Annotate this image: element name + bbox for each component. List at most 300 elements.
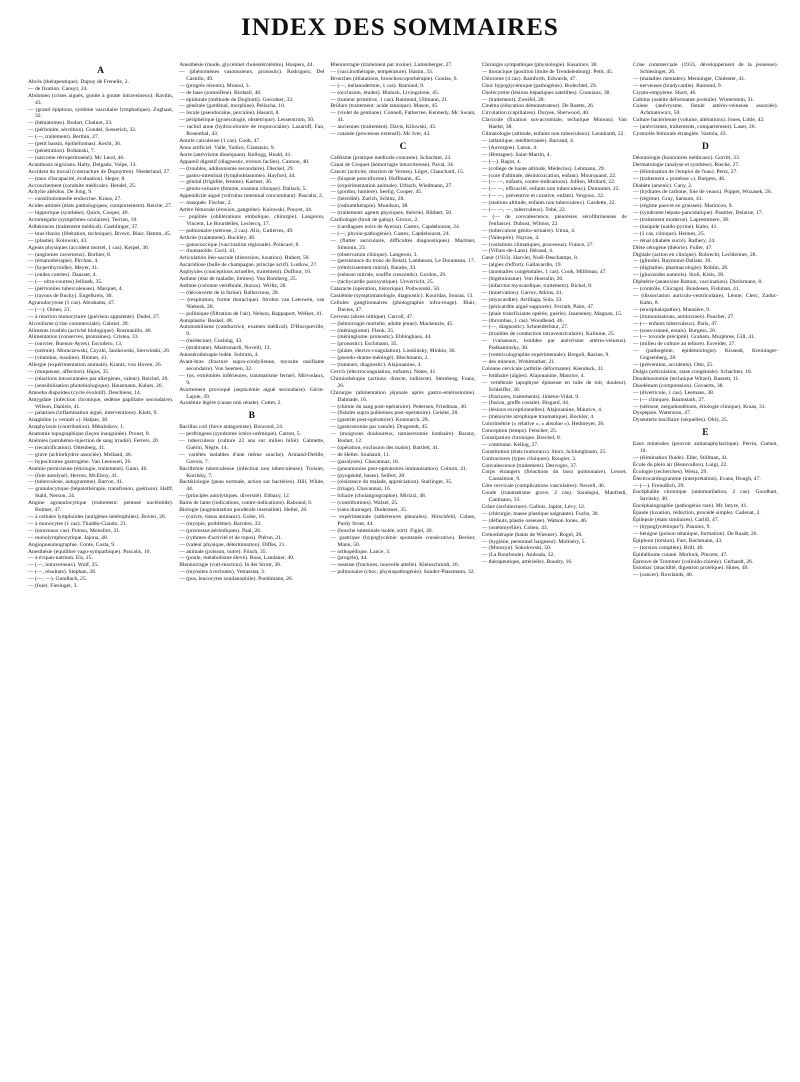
index-entry: — (sarcome rétropéritonéal). Mc Leod, 46. — [28, 154, 125, 161]
index-entry: — (foie autolysé). Herron, McElroy, 41. — [28, 472, 119, 479]
index-entry: — (pronostic). Eschmann, 35. — [330, 341, 398, 348]
index-entry: Déontologie (honoraires médicaux). Gorritt, 33. — [632, 154, 741, 161]
index-entry: Colorimétrie (« relative », « absolue »). Heilmeyer, 26. — [481, 421, 605, 428]
index-entry: Duodénostomie (technique Witzel). Bassett, 11. — [632, 375, 740, 382]
index-entry: — (glucosides naturels). Stoll, Kreis, 28. — [632, 272, 725, 279]
index-entry: Constitution (états humoraux). Storz, Schlungbaum, 25. — [481, 448, 607, 455]
index-entry: — (angiomes caverneux). Borbier, 8. — [28, 251, 112, 258]
section-letter: E — [702, 428, 709, 439]
index-entry: Appendicite aiguë (volvulus intestinal concomitant). Pascalis, 2. — [179, 193, 324, 200]
index-entry: — (— —, préventive et curative, enfant). Vergoux, 22. — [481, 193, 605, 200]
index-entry: — (péricardite aiguë suppurée). Ferrath, Paim, 47. — [481, 303, 595, 310]
index-entry: — monolymphocytique. Jajona, 48. — [28, 534, 109, 541]
index-entry: Circulation (capillaires). Duryee, Sherwood, 40. — [481, 110, 590, 117]
index-entry: — (hémorragie mortelle, adulte jeune). Mackenzie, 45. — [330, 320, 454, 327]
index-entry: — (—). Bagot, 4. — [481, 158, 522, 165]
index-entry: — (—, mélanodermie, 1 cas). Ramond, 9. — [330, 82, 425, 89]
index-entry: — (sténose mitrale, souffle crescendo). Gordon, 29. — [330, 272, 447, 279]
index-entry: — (émanothérapie). Pirchan, 4. — [28, 258, 99, 265]
index-entry: — (fractures, traitements). Jimeno-Vidal, 9. — [481, 393, 580, 400]
index-entry: — (dissociation auriculo-ventriculaire). Léone, Clerc, Zadoc-Kahn, 8. — [632, 293, 779, 306]
page-title: INDEX DES SOMMAIRES — [241, 14, 559, 41]
index-entry: — lombaire (algies). Alajouanine, Maurice, 4. — [481, 372, 585, 379]
index-entry: — commune. Kellog, 27. — [481, 441, 539, 448]
index-entry: Cerveau (abcès otitique). Carroll, 47. — [330, 313, 414, 320]
index-entry: — (contributions). Walzel, 25. — [330, 500, 399, 507]
index-entry: Articulation iléo-sacrale (distorsion, luxation). Hubert, 50. — [179, 255, 310, 262]
index-entry: — (recalcification). Ottenberg, 41. — [28, 444, 106, 451]
index-entry: — (— —, enfants, contre-indications). Jullien, Mollard, 22. — [481, 179, 616, 186]
index-entry: — (plastie). Kolowski, 43. — [28, 237, 88, 244]
index-entry: — (— ultra-courtes) Jellinek, 35. — [28, 279, 103, 286]
index-entry: Clavicule (fixation sus-acromiale, technique Moreau). Van Haelst, 38. — [481, 117, 627, 131]
index-entry: — (flutter auriculaire, difficultés diagnostiques). Martinet, Simonin, 23. — [330, 237, 476, 251]
index-entry: — (médecine). Cushing, 43. — [179, 338, 243, 345]
index-entry: École du plein air (Beauvallon). Luigi, 22. — [632, 461, 728, 468]
index-entry: — (lésions exceptionnelles). Alajouanine, Maurice, 4. — [481, 407, 603, 414]
index-entry: — (violet de gentiane). Connell, Fatherree, Kennedy, Mc Swain, 41. — [330, 110, 476, 124]
index-entry: — (grand épiploon, système vasculaire lymphatique). Zoghaut, 32. — [28, 106, 174, 120]
index-entry: — (—, —). Gundlach, 25. — [28, 576, 88, 583]
index-entry: — (ouvrier, Buenos-Ayres). Escudero, 13. — [28, 341, 123, 348]
index-entry: Bains de lame (indications, contre-indications). Rabraud, 6. — [179, 500, 313, 507]
index-entry: — (taux d'incapacité, évaluation). Heger, 8. — [28, 175, 126, 182]
index-entry: — (Auvergne). Luton, 4. — [481, 144, 538, 151]
index-entry: Avant-bras (fracture supra-condylienne, myosite ossifiante secondaire). Von Seemen, 32. — [179, 358, 325, 372]
index-entry: Accident du travail (contracture de Dupuytren). Niederland, 27. — [28, 168, 171, 175]
index-entry: — (Valespire). Nayrau, 4. — [481, 234, 540, 241]
index-entry: Angine agranulocytique (traitement: pentosé nucléotide). Bulmer, 47. — [28, 500, 174, 514]
index-entry: — (progrès récents). Monod, 3. — [179, 82, 250, 89]
index-entry: — de fixation. Canuyt, 24. — [28, 85, 88, 92]
index-entry: — de base (somnifène). Birdsall, 46. — [179, 89, 262, 96]
index-entry: Blennorragie (traitement par toxine). Luttenberger, 27. — [330, 62, 453, 68]
index-entry: Convalescence (traitement). Desvoges, 37. — [481, 462, 578, 469]
index-entry: Cuisse (anévrysme, fistule artério-veineuse associée). Achmatowicz, 50. — [632, 103, 779, 117]
index-column — [330, 62, 475, 1072]
index-entry: — palatines (inflammation aiguë, interventions). Klotz, 9. — [28, 410, 158, 417]
index-entry: Autosérothérapie lodée. Soltrain, 4. — [179, 352, 259, 359]
index-entry: Bacillus coli (force antagoniste). Biswood, 24. — [179, 424, 284, 431]
index-entry: — (— —, efficacité, enfants non tuberculeux). Dumontet, 22. — [481, 186, 620, 193]
index-entry: — (ventriculographie expérimentale). Bregoli, Racine, 9. — [481, 352, 610, 359]
index-entry: — des mineurs. Wohlmuther, 21. — [481, 358, 556, 365]
index-entry: — granulocytique (hépatothérapie, transfusion, guérison). Halff, Stahl, Nerson, 24. — [28, 486, 174, 500]
index-entry: — (immunisations, antitoxines). Poucher, 27. — [632, 313, 735, 320]
index-entry: — (muqueuse, affection). Hajos, 35. — [28, 368, 110, 375]
index-entry: Anurie calculeuse (1 cas). Cook, 47. — [179, 137, 261, 144]
index-entry: — (insipide (naido-pyrine). Kahn, 41. — [632, 223, 718, 230]
index-entry: Conception (temps). Fetscher, 25. — [481, 428, 558, 435]
section-letter: D — [701, 141, 709, 152]
index-entry: Crâne (architecture). Gallois, Japiot, Lévy, 12. — [481, 504, 586, 510]
index-entry: — (anévrismes, traitements, compartement). Laser, 26. — [632, 124, 756, 131]
index-entry: — (collège de haute altitude, Médecins). Lehmann, 29. — [481, 165, 606, 172]
index-entry: — (syndrome hépato-pancréatique). Pautrier, Delarue, 17. — [632, 210, 763, 217]
index-entry: — (nouveaux cas). Poinso, Monsfort, 21. — [28, 527, 121, 534]
index-entry: — (péritonite, sécrétion). Gundel, Susserich, 32. — [28, 127, 137, 134]
index-entry: Appareil digestif (diagnostic, erreurs faciles). Cannon, 40. — [179, 158, 310, 165]
index-entry: — (pénétration). Boltanski, 7. — [28, 147, 96, 154]
index-entry: — (régime). Gray, Sansum, 41. — [632, 196, 703, 203]
index-column — [28, 62, 173, 1072]
index-entry: Anémies (autohémo-injection de sang irradié). Ferrers, 20. — [28, 438, 160, 445]
index-entry: — (pus, leucocytes soudanophile). Poehlmann, 26. — [179, 576, 294, 583]
index-entry: — générale (gardénal, morphine). Pellacha, 10. — [179, 103, 286, 110]
index-entry: Artère fémorale (érosion, gangrène). Kulowski, Pouyet, 44. — [179, 207, 313, 214]
index-entry: Duodénum (compression). Govaerts, 38. — [632, 382, 724, 389]
index-entry: — (respiration, forme thoracique). Strohm van Leeuwen, van Niekerk, 28. — [179, 296, 325, 310]
index-entry: — (— de convalescence, pleurésies sérofibrineuses de l'enfance). Dubost, Wilmot, 22. — [481, 213, 627, 227]
index-entry: Épreuve de Trommer (colloïdo-chimie). Gerhardt, 26. — [632, 558, 754, 565]
index-entry: Chirurgie (alimentation jéjunale après gastro-entérostomie). Dalmade, 16. — [330, 389, 476, 403]
index-entry: — (moignons douloureux, ramisectomie lombaire). Barany, Bodart, 12. — [330, 431, 476, 445]
index-entry: — (myocardite). Arrillaga, Sola, 33. — [481, 296, 563, 303]
index-entry: Dysenterie bacillaire (séquelles). Ohly, 25. — [632, 417, 729, 424]
index-entry: Digitale (action en clinique). Robrecht, Lechleitner, 28. — [632, 251, 757, 258]
index-entry: — rachid anne (hydrocolorure de tropococaïne). Lazaroff, Fan, Rosenthal, 43. — [179, 124, 325, 138]
index-entry: Acides aminés (états pathologiques, comportement). Reiche, 27. — [28, 203, 173, 210]
index-entry: — tuberculeux (culture 22 ans sur milieu bilié). Calmette, Guérin, Nègre, 14. — [179, 438, 325, 451]
index-entry: — (observation clinique). Langeron, 3. — [330, 251, 418, 258]
index-entry: Chimiothérapie (actions: directe, indirecte). Sternberg, Franz, 26. — [330, 375, 476, 389]
index-entry: Cubitus (ostéite déformante juvénile). Winterstein, 31. — [632, 96, 755, 103]
index-entry: — nerveuses (bradycardie). Ramond, 9. — [632, 82, 723, 89]
index-entry: Canal de Cloquet (hémorragie intravitreuse). Paval, 34. — [330, 161, 455, 168]
index-entry: — (découverte de la farine). Balbovinus, 28. — [179, 289, 280, 296]
index-entry: — (—, traitement). Berthin, 27. — [28, 134, 100, 141]
index-entry: — (glinide). Raymond-Dallant, 10. — [632, 258, 712, 265]
index-entry: — (anomalies congénitales, 1 cas). Cook, Milliman, 47. — [481, 269, 607, 276]
index-entry: Blennorragie (cuti-réaction). In der Strotr, 36. — [179, 562, 282, 569]
index-entry: — thérapeutique, artérielle). Boudry, 16. — [481, 559, 573, 566]
index-entry: Accouchement (conduite médicale). Hendel, 25. — [28, 182, 137, 189]
index-entry: Bronches (dilatations, bronchoscopothérapie). Goulas, 6. — [330, 75, 458, 82]
index-entry: — à monocytes (1 cas). Thaddu-Ciaudo, 21. — [28, 520, 128, 527]
index-entry: — (— —, —, tuberculeux). Tobé, 22. — [481, 207, 567, 214]
index-entry: — bénigne (poison tétanique, formation). De Raadt, 26. — [632, 530, 758, 537]
index-entry: — masquée. Fischer, 2. — [179, 200, 232, 207]
index-entry: Chlorome (4 cas). Ramforth, Edwards, 47. — [481, 75, 577, 82]
index-entry: — (hygiène, personnel baigneur). Molinéry, 5. — [481, 538, 586, 545]
index-entry: Eaux minérales (pouvoir antianaphylactique). Perrin, Cuénot, 10. — [632, 441, 779, 455]
index-entry: — (hydrates de carbone, foie de veaux). Popper, Wozasek, 26. — [632, 189, 773, 196]
index-entry: Encéphalographie (pathogénie rare). Mc Intyre, 41. — [632, 503, 748, 510]
index-entry: — (triage). Chavannaz, 16. — [330, 486, 392, 493]
index-entry: — (1 cas, clinique). Hennes, 25. — [632, 230, 706, 237]
index-entry: Abdomen (crises aiguës, goutte à goutte intraveineux). Ravdin, 43. — [28, 92, 174, 106]
index-entry: — (pyogénité, bases). Seifert, 28. — [330, 472, 406, 479]
index-entry: — (progrès), 44. — [330, 555, 368, 562]
index-entry: — (infarctus myocardique, traitement). Bickel, 8. — [481, 283, 593, 289]
index-column — [482, 62, 627, 1072]
index-entry: Anémie pernicieuse (étiologie, traitement). Gunn, 46. — [28, 465, 148, 472]
index-entry: Amoeba dispoidea (cycle évolutif). Deschiens, 14. — [28, 389, 142, 396]
index-entry: — (principes autolytiques, diversité). Ebbazy, 12. — [179, 493, 291, 500]
index-entry: Automobilisme (conductrice, examen médical). D'Hucqueville, 9. — [179, 324, 325, 338]
index-entry: — (chirurgie, masse plastique saignante). Fuchs, 30. — [481, 510, 599, 517]
index-entry: Colonne cervicale (arthrite déformante). Kiendock, 31. — [481, 365, 605, 372]
index-entry: Anesthésie (équilibre vago-sympathique). Pascalis, 10. — [28, 548, 151, 555]
index-entry: — (prévention, accidents). Otto, 25. — [632, 362, 714, 369]
index-entry: — (tumeur primitive, 1 cas). Raimond, Ullmann, 21. — [330, 96, 449, 103]
index-entry: — (—, intraveineux). Wolf, 25. — [28, 562, 99, 569]
index-entry: Brûlure (traitement: acide tannique). Mason, 45. — [330, 103, 439, 110]
index-entry: — (os, extrémités inférieures, traumatisme fermé). Mirvodaux, 9. — [179, 372, 325, 386]
index-entry: — (troubles de conduction intraventriculaire). Kalinine, 25. — [481, 331, 616, 338]
index-entry: — (sensibilisation photobiologique). Hausmann, Kuhen, 26. — [28, 382, 164, 389]
index-entry: — (troubles, addisonisme secondaire). Dieckel, 29. — [179, 165, 294, 172]
index-entry: — (valeur physique, détermination). Diffes, 21. — [179, 541, 286, 548]
index-entry: Crise commerciale (1933, développement de la jeunesse). Schlesinger, 26. — [632, 62, 779, 75]
index-entry: — (méniscite atrophique traumatique). Bockler, 4. — [481, 414, 595, 421]
index-entry: — (plaies, électro-coagulation). Lisskinsky, Minkin, 30. — [330, 348, 456, 355]
index-entry: — (paralysés). Chavannaz, 16. — [330, 458, 400, 465]
index-entry: — (stations altitude, enfants non tuberculeux). Gardette, 22. — [481, 200, 616, 207]
index-entry: — (— toxoïde précipité). Graham, Murphree, Gill, 41. — [632, 334, 756, 341]
index-entry: — (pathogénie, épidémiologie). Kissealt, Kreininger-Gugsenberg, 28. — [632, 348, 779, 362]
index-entry: — (contrôle, Chicago). Bundesen, Fishman, 41. — [632, 286, 741, 293]
index-column — [179, 62, 324, 1072]
index-entry: — rénal (diabète sucré). Rathery, 24. — [632, 237, 716, 244]
index-entry: — (petit bassin, épithéliomas). Kecht, 36. — [28, 141, 122, 148]
index-entry: Cataracte (opération, historique). Podwonski, 50. — [330, 286, 441, 293]
index-entry: — (myopie, problème). Barrière, 33. — [179, 520, 262, 527]
index-entry: — (hérédité). Zurich, Schinz, 28. — [330, 196, 405, 203]
index-entry: — (cancer). Rowlands, 46. — [632, 572, 694, 579]
section-letter: C — [399, 141, 407, 152]
index-entry: Amygdale (infection chronique, œdème papillaire secondaire). Wilson, Daniels, 41. — [28, 396, 174, 410]
index-entry: Anatomie topographique (leçon inaugurale). Proust, 8. — [28, 431, 151, 438]
index-entry: — génito-urinaire (femme, examen clinique). Dallack, 5. — [179, 186, 307, 193]
index-entry: Achylie abéolus. De Jong, 9. — [28, 189, 93, 196]
index-entry: — (tumeurs, diagnostic). Alajouanine, 4. — [330, 362, 422, 369]
index-entry: — (sténose, mégaduodénum, étiologie clinique). Kraas, 31. — [632, 403, 766, 410]
index-entry: Acanthosis nigricans. Halty, Delgado, Volpe, 13. — [28, 161, 137, 168]
index-entry: Avortement provoqué (septicémie aiguë secondaire). Gérin-Lajoie, 39. — [179, 386, 325, 400]
index-entry: — (fistules supra pubiennes post-opératoire). Geisler, 28. — [330, 410, 459, 417]
index-entry: — (régime pauvre en graisses). Mariocon, 9. — [632, 203, 734, 210]
index-entry: — animale (poisson, outre). Frisch, 35. — [179, 548, 267, 555]
index-entry: — (défauts, plastie osseuse). Watson Jones, 46. — [481, 517, 588, 524]
index-entry: — pulmonaire (sténose, 2 cas). Alix, Gutierrez, 49. — [179, 227, 294, 234]
index-entry: — expérimentale (adhérences pleurales). Hirschfeld, Cohen, Purdy Stout, 44. — [330, 514, 476, 527]
index-entry: Corps étrangers (fréactions du tissu pulmonaire). Leuret, Caussimon, 9. — [481, 469, 627, 483]
index-entry: Bactériologie (peau normale, action sur bactéries). Hill, White, 44. — [179, 479, 325, 493]
index-entry: Castiémie (symptomatologie, diagnostic). Kouridas, Souras, 13. — [330, 293, 474, 299]
index-entry: — à réaction monocytaire (guérison apparente). Dudel, 27. — [28, 313, 161, 320]
index-entry: — de Heller. Souhault, 11. — [330, 451, 391, 458]
index-entry: — (sans drainage). Doderauer, 35. — [330, 507, 408, 514]
index-entry: — (tuberculose, autogramme). Barron, 41. — [28, 479, 124, 486]
index-entry: — (bigéminisme). Von Hoesslin, 26. — [481, 276, 564, 283]
index-entry: Bacillémie tuberculeuse (infection non tuberculeuse). Troisier, Korilsky, 7. — [179, 465, 325, 479]
index-entry: — (thrombus, 1 cas). Woodhead, 46. — [481, 317, 564, 324]
index-entry: — (traitement). Zweifel, 28. — [481, 96, 545, 103]
index-entry: — (tachycardie paroxystique). Unverricht, 25. — [330, 279, 435, 286]
index-entry: — bras-thorax (libération, technique). Brown, Blair, Hamm, 45. — [28, 230, 172, 237]
index-entry: Biologie (augmentation pondérale insensible). Heller, 26. — [179, 507, 308, 514]
index-entry: Azotémie légère (cause non rénale). Cottet, 2. — [179, 400, 282, 407]
index-entry: — rhumatoïde. Cecil, 41. — [179, 248, 237, 255]
index-entry: Dolgis (articulation, stase congéniale). Schachter, 10. — [632, 368, 753, 375]
index-entry: Diète cétogène (théorie). Fuller, 47. — [632, 244, 713, 251]
index-entry: — (encéphalopathie). Mansière, 9. — [632, 306, 711, 313]
index-entry: — (vitamine, insuline). Blotner, 41. — [28, 355, 108, 362]
index-entry: Coude (traumatisme grave, 2 cas). Saralegui, Manfredi, Cantisano, 33. — [481, 490, 627, 504]
section-letter: B — [248, 411, 255, 422]
index-entry: — variétés isolables d'une même souche). Armand-Delille, Gavois, 7. — [179, 451, 325, 465]
index-entry: Encéphalite chronique (automutilation, 2 cas). Goodhart, Savitsky, 40. — [632, 489, 779, 503]
section-letter: A — [97, 66, 105, 76]
index-entry: — (milieu de culture au tellure). Esveider, 27. — [632, 341, 736, 348]
index-entry: — (myosites à rechutes). Vetrasstat, 3. — [179, 569, 266, 576]
index-entry: Diabète (arsenic). Cany, 2. — [632, 182, 693, 189]
index-entry: Épilepsie (états similaires). Carlill, 47. — [632, 517, 720, 524]
index-entry: Chirurgie sympathique (physiologie). Kasumov, 30. — [481, 62, 598, 68]
index-entry: — (ostéomyélite). Cohen, 43. — [481, 524, 549, 531]
index-entry: Cervix (électrocoagulation, enfants). Notes, 41. — [330, 368, 437, 375]
index-entry: — (—). Olmer, 21. — [28, 306, 71, 313]
index-entry: Côte cervicale (complications vasculaires). Newell, 46. — [481, 483, 606, 490]
index-entry: — (fusion, greffe costale). Bisgard, 44. — [481, 400, 570, 407]
index-entry: — (ondes courtes). Dausset, 4. — [28, 272, 97, 279]
index-entry: Crénothérapie (bains de Wiesner). Rogel, 28. — [481, 531, 583, 538]
index-entry: Dermatologie (analyse et synthèse). Rieche, 27. — [632, 161, 740, 168]
index-entry: Arthrite (traitement). Buckley, 46. — [179, 234, 256, 241]
index-entry: — (cure d'altitude, désintoxication, enfant). Mourquand, 22. — [481, 172, 617, 179]
index-entry: Agranulocytose (1 cas). Abrahams, 47. — [28, 299, 116, 306]
index-entry: Aorte (anévrisme disséquant). Kellogg, Heald, 41. — [179, 151, 292, 158]
index-entry: — (cardiagues noirs de Ayerza). Castex, Capdehourat, 24. — [330, 223, 461, 230]
index-entry: — (expérimentation animale). Urbach, Wiedmann, 27. — [330, 182, 453, 189]
index-entry: — osseuse (fractures, nouvelle attelle). Kleinschmidt, 26. — [330, 562, 460, 569]
index-entry: — (digitaline, pharmacologie). Roblin, 28. — [632, 265, 729, 272]
index-entry: Asthme (colonne vertébrale, thorax). Wirltz, 28. — [179, 283, 287, 289]
index-entry: Électrocardiogramme (interprétation). Evans, Hough, 47. — [632, 475, 761, 482]
index-entry: Climatologie (altitude, enfants non tuberculeux). Leonhardt, 22. — [481, 131, 625, 138]
index-entry: — gastro-intestinal (lymphoblastome). Hayford, 44. — [179, 172, 296, 179]
index-entry: — (chimie du sang post-opératoire). Pedersen, Friedman, 30. — [330, 403, 468, 410]
index-entry: — périphérique (gynécologie, obstétrique). Lesserstrom, 50. — [179, 117, 315, 124]
index-entry: — (variations climatiques, processus). France, 27. — [481, 241, 594, 248]
index-entry: — (réactions intracutanées par allergènes, valeur). Reichel, 26. — [28, 375, 169, 382]
index-entry: Dyspepsie. Waterston, 47. — [632, 410, 692, 417]
index-entry: — (gordon, lumière). Seelig, Cooper, 45. — [330, 189, 423, 196]
index-entry: — gastrique (hypoglycémie spontanée consécutive). Becker, Mann, 50. — [330, 534, 476, 548]
index-entry: — (maladies mentales). Menninger, Chidester, 41. — [632, 75, 746, 82]
index-entry: — (foie). Fiesinger, 3. — [28, 583, 78, 590]
index-entry: — gonococcique (vaccination régionale). Poincaré, 8. — [179, 241, 300, 248]
index-entry: Culture bactérienne (volume, altérations). Jones, Little, 42. — [632, 117, 765, 124]
index-entry: Cardiologie (bruit de galop). Giroux, 2. — [330, 217, 419, 224]
index-entry: Estomac (anacidité, digestion protéique). Hines, 40. — [632, 565, 749, 572]
index-entry: — (biopsie ponctiforme). Hoffmann, 45. — [330, 175, 422, 182]
index-entry: — (hypoglycémique?). Pauniez, 9. — [632, 524, 711, 530]
index-entry: — (—, résultats). Stephan, 28. — [28, 569, 97, 576]
index-entry: Angiopneumographie. Conte, Costa, 9. — [28, 541, 116, 548]
index-entry: — (Villars-de-Lans). Héraud, 4. — [481, 248, 554, 255]
index-entry: Épithéliome cutané. Morlock, Pincent, 47. — [632, 551, 728, 558]
index-entry: Cinéma (éducation démonstrateur). De Ruette, 26. — [481, 103, 595, 110]
index-entry: — (— enfants tuberculeux). Paris, 47. — [632, 320, 719, 327]
index-entry: Abcès (thérapeutique). Dupuy de Frenelle, 2. — [28, 78, 129, 85]
index-entry: — (atlantique, méditerranée). Barraud, 4. — [481, 137, 575, 144]
index-entry: Diphtérie (anatoxine Ramon, vaccination). Dieckmann, 8. — [632, 279, 763, 286]
index-entry: — (péritonites tuberculeuses). Marquet, 4. — [28, 286, 123, 293]
index-entry: Alimentation (conserves, ptomaïnes). Cristea, 33. — [28, 334, 139, 341]
index-entry: — (Morszyn). Sokolowski, 50. — [481, 545, 552, 552]
index-entry: Cellules ganglionnaires (photographie infra-rouge). Blair, Davies, 47. — [330, 299, 476, 313]
index-entry: — (méningiome, pronostic). Ebbinghaus, 44. — [330, 334, 432, 341]
index-entry: — (Bretagne). Saint-Martin, 4. — [481, 151, 551, 158]
index-entry: — (traitement moderne). Laprestmiere, 38. — [632, 217, 730, 224]
index-entry: Aliments irradiés (activité biologique). Rosmanillo, 46. — [28, 327, 152, 334]
index-entry: — (méningiome). Flenk, 35. — [330, 327, 395, 334]
index-entry: Constipation chronique. Breckel, 8. — [481, 434, 562, 441]
index-columns — [28, 62, 778, 1072]
index-entry: — constitutionnelle endocrine. Kraus, 27. — [28, 196, 122, 203]
index-entry: — (traitement: agents physiques, théorie). Ribbert, 50. — [330, 210, 453, 217]
index-entry: — hypochrome gastrogène. Van Leeuwen, 26. — [28, 458, 132, 465]
index-entry: Allergie (expérimentation animale). Krantz, von Hoven, 26. — [28, 362, 163, 369]
index-entry: — épidurale (méthode de Dogliotti). Gorodner, 33. — [179, 96, 294, 103]
index-entry: — (—, diagnostic). Schneiderbaur, 27. — [481, 324, 569, 331]
index-entry: — (gastrite post-opératoire). Konmarch, 28. — [330, 417, 430, 424]
index-entry: — à cellules lymphoïdes (antigènes hétérophiles). Boveri, 26. — [28, 514, 167, 520]
index-entry: — perfringens (syndrome ictéro-urémique). Carnot, 5. — [179, 431, 301, 438]
index-entry: — (phénomènes vasomoteurs, pronostic). Rodriguez, Del Castillo, 49. — [179, 68, 325, 82]
index-entry: Cystocèle fémorale étranglée. Vastola, 43. — [632, 131, 727, 138]
index-entry: — pollinique (filtration de l'air). Nelson, Rappaport, Welker, 41. — [179, 310, 324, 317]
index-entry: Écologie (recherches). Weisz, 29. — [632, 468, 708, 475]
index-entry: — (algies d'effort). Gallavardin, 19. — [481, 262, 562, 269]
index-entry: — (pneumonies post-opératoires immunisation). Coburn, 41. — [330, 465, 468, 472]
index-entry: — (gastrostomie par canule). Dragstedt, 45. — [330, 424, 429, 431]
index-entry: — hippurique (synthèse). Quick, Cooper, 40. — [28, 210, 129, 217]
index-entry: — génital (frigidité, femme). Kartner, 36. — [179, 179, 273, 186]
index-entry: — (poule, métabolisme élevé). Boas, Landauer, 40. — [179, 555, 295, 562]
index-entry: — (hyperthyroïdie). Meyer, 31. — [28, 265, 99, 272]
index-entry: — (rayons de Bucky). Engelkreis, 30. — [28, 293, 113, 299]
index-entry: Caféisme (pratique médicale courante). Schachter, 23. — [330, 154, 452, 161]
index-entry: — (vaccinothérapie, température). Hastin, 33. — [330, 68, 434, 75]
index-entry: — orthopédique. Lance, 3. — [330, 548, 391, 555]
index-entry: — (innervation). Garrey, Atkins, 41. — [481, 289, 563, 296]
index-entry: — (occlusion, études). Blalock, Livingstone, 45. — [330, 89, 440, 96]
index-entry: — grave (achlorhydrie associée). Melland, 46. — [28, 451, 133, 458]
index-entry: Crypto-empyème. Short, 46. — [632, 89, 697, 96]
index-entry: — (élimination de l'emploi de l'eau). Pertz, 27. — [632, 168, 738, 175]
index-entry: — (persistance du tronc de Botal). Lambeson, Le Dounneau, 17. — [330, 258, 476, 265]
index-entry: — (sous-cutané, essais). Burgess, 26. — [632, 327, 717, 334]
index-entry: Cholécystite (lésions hépatiques satellites). Cooniaux, 38. — [481, 89, 611, 96]
index-entry: — (torsion complète). Brill, 46. — [632, 544, 704, 551]
index-entry: — (plaie transfixiante opérée, guérie). Jeanneney, Magnan, 15. — [481, 310, 623, 317]
index-entry: — (radiumthérapie). Mundson, 38. — [330, 203, 409, 210]
index-entry: — (cuivre, tissus animaux). Golse, 16. — [179, 514, 266, 520]
index-entry: — (—). Freindlich, 29. — [632, 482, 685, 489]
index-entry: — vertébrale (apophyse épineuse en tuile de toit, douleur). Schleiffer, 30. — [481, 379, 627, 393]
index-entry: — (La Bourboule). Andrada, 32. — [481, 552, 555, 559]
index-entry: Cœur (1933). Harvier, Noël-Deschamps, 8. — [481, 255, 579, 262]
index-entry: — (urémie). Moraczewski, Czyzki, Janikowski, Sierwinski, 26. — [28, 348, 171, 355]
index-entry: Anus artificiel. Valle, Yodice, Giantasio, 9. — [179, 144, 275, 151]
index-entry: Contractures (types cliniques). Rougier, 3. — [481, 455, 577, 462]
index-entry: — locale (pseudocaïne, percaïne). Hasard, 8. — [179, 110, 280, 117]
index-entry: — (—, physio-pathogénie). Castex, Capdehourat, 24. — [330, 230, 451, 237]
index-entry: Alcoolisme (crise commerciale). Gabriel, 28. — [28, 320, 130, 327]
